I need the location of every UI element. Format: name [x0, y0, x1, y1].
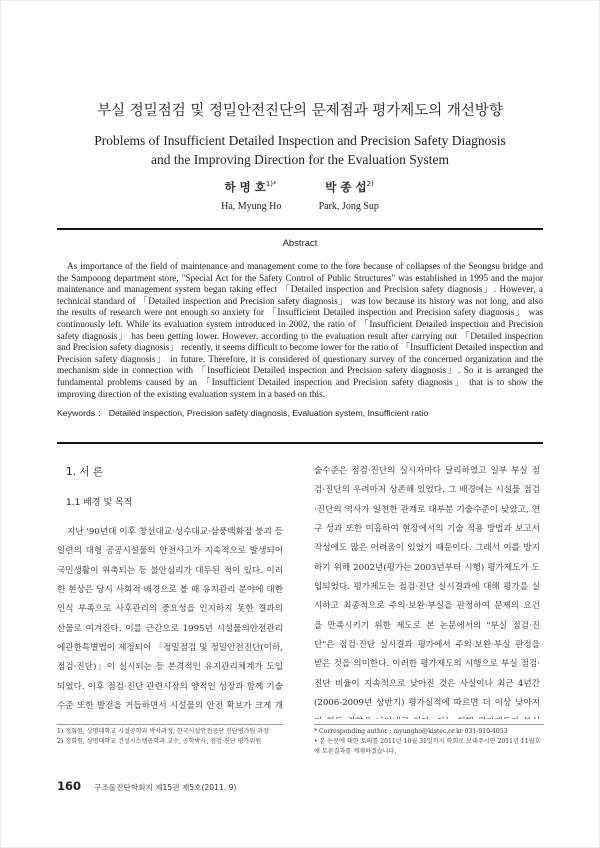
keywords-text: Detailed inspection, Precision safety diagnosis, Evaluation system, Insufficient ratio	[108, 408, 429, 418]
abstract-heading: Abstract	[282, 238, 318, 249]
authors-korean	[0, 180, 600, 195]
footnote-1: 1) 정회원, 상명대학교 시설공학과 박사과정, 한국시설안전공단 진단평가팀 과장	[57, 728, 270, 735]
corresponding-author-note: * Corresponding author : myungho@kistec.or.kr 031-910-4053	[314, 728, 508, 735]
abstract-text: As importance of the field of maintenance and management come to the fore because of collapses of the Seongsu bridge and the Sampoong department store, "Special Act for the Safety Control of Public Structures" was established in 1995 and the major maintenance and management system began taking effect 「Detailed inspection and Precision safety diagnosis」. However, a technical standard of 「Detailed inspection and Precision safety diagnosis」 was low because its history was not long, and also the results of research were not enough so anxiety for 「Insufficient Detailed inspection and Precision safety diagnosis」 was continuously left. While its evaluation system introduced in 2002, the ratio of 「Insufficient Detailed inspection and Precision safety diagnosis」 has been getting lower. However, according to the evaluation result after carrying out 「Detailed inspection and Precision safety diagnosis」 recently, it seems difficult to become lower for the ratio of 「Insufficient Detailed inspection and Precision safety diagnosis」 in future. Therefore, it is considered of questionary survey of the concerned organization and the mechanism side in connection with 「Insufficient Detailed inspection and Precision safety diagnosis」. So it is arranged the fundamental problems caused by an 「Insufficient Detailed inspection and Precision safety diagnosis」 that is to show the improving direction of the existing evaluation system in a based on this.	[57, 262, 543, 400]
title-english-line1: Problems of Insufficient Detailed Inspection and Precision Safety Diagnosis	[94, 133, 506, 148]
authors-english	[0, 200, 600, 213]
author-1-mark: 1)*	[265, 180, 277, 189]
keywords-separator: ：	[97, 408, 107, 418]
author-1-name-ko: 하 명 호	[224, 180, 266, 194]
abstract-top-rule	[57, 228, 543, 230]
body-right-column: 술수준은 점검·진단의 실시자마다 달리하였고 일부 부실 점검·진단의 우려마저 상존해 있었다. 그 배경에는 시설물 점검·진단의 역사가 일천한 관계로 대부분 기술수준이 낮았고, 연구 성과 또한 미흡하여 현장에서의 기술 적용 방법과 보고서 작성에도 많은 어려움이 있었기 때문이다. 그래서 이를 방지하기 위해 2002년(평가는 2003년부터 시행) 평가제도가 도입되었다. 평가제도는 점검·진단 실시결과에 대해 평가를 실시하고 최종적으로 주의·보완·부실을 판정하여 문제의 요건을 만족시키기 위한 제도로 본 논문에서의 "부실 점검·진단"은 점검·진단 실시결과 평가에서 주의·보완·부실 판정을 받은 것을 의미한다. 이러한 평가제도의 시행으로 부실 점검·진단 비율이 지속적으로 낮아진 것은 사실이나 최근 4년간(2006-2009년 상반기) 평가실적에 따르면 더 이상 낮아지	[314, 466, 540, 709]
footnote-rule-right	[314, 724, 544, 725]
section-heading: 1. 서 론	[66, 466, 103, 478]
title-korean: 부실 정밀점검 및 정밀안전진단의 문제점과 평가제도의 개선방향	[97, 103, 503, 119]
body-left-column: 지난 '90년대 이후 창선대교·성수대교·삼풍백화점 붕괴 등 일련의 대형 공공시설물의 안전사고가 지속적으로 발생되어 국민생활이 위축되는 등 불안심리가 대두된 적이 있다. 이러한 현상은 당시 사회적 배경으로 볼 때 유지관리 분야에 대한 인식 부족으로 사후관리의 중요성을 인지하지 못한 결과의 산물로 여겨진다. 이를 근간으로 1995년 시설물의안전관리에관한특별법이 제정되어 「정밀점검 및 정밀안전진단(이하, 점검·진단)」이 실시되는 등 본격적인 유지관리체계가 도입되었다. 이후 점검·진단 관련시장의 양적인 성장과 함께 기술수준 또한 발전을 거듭하면서 시설물의 안전 확보가 크게 개	[57, 527, 283, 712]
footnote-rule-left	[57, 724, 283, 725]
author-2-en: Park, Jong Sup	[318, 201, 379, 212]
discussion-note: • 본 논문에 대한 토의를 2011년 10월 31일까지 학회로 보내주시면 2011년 11월호에 토론결과를 게재하겠습니다.	[314, 738, 541, 755]
author-2-ko	[302, 180, 397, 195]
keywords-label: Keywords	[57, 408, 96, 418]
footnotes-left	[57, 727, 283, 747]
keywords	[57, 408, 543, 419]
subsection-heading: 1.1 배경 및 목적	[66, 498, 133, 508]
author-2-mark: 2)	[366, 180, 374, 189]
footnote-2: 2) 정회원, 상명대학교 건설시스템공학과 교수, 공학박사, 점검·진단 평가위원	[57, 738, 262, 745]
author-2-name-ko: 박 종 섭	[325, 180, 367, 194]
author-1-ko	[203, 180, 298, 195]
journal-citation: 구조물진단학회지 제15권 제5호(2011. 9)	[94, 783, 237, 792]
title-english	[0, 131, 600, 169]
page-number: 160	[57, 779, 82, 793]
footnotes-right	[314, 727, 544, 757]
title-english-line2: and the Improving Direction for the Evaluation System	[150, 152, 450, 167]
author-1-en: Ha, Myung Ho	[221, 201, 282, 212]
page-footer	[57, 778, 236, 795]
abstract-bottom-rule	[57, 442, 543, 444]
